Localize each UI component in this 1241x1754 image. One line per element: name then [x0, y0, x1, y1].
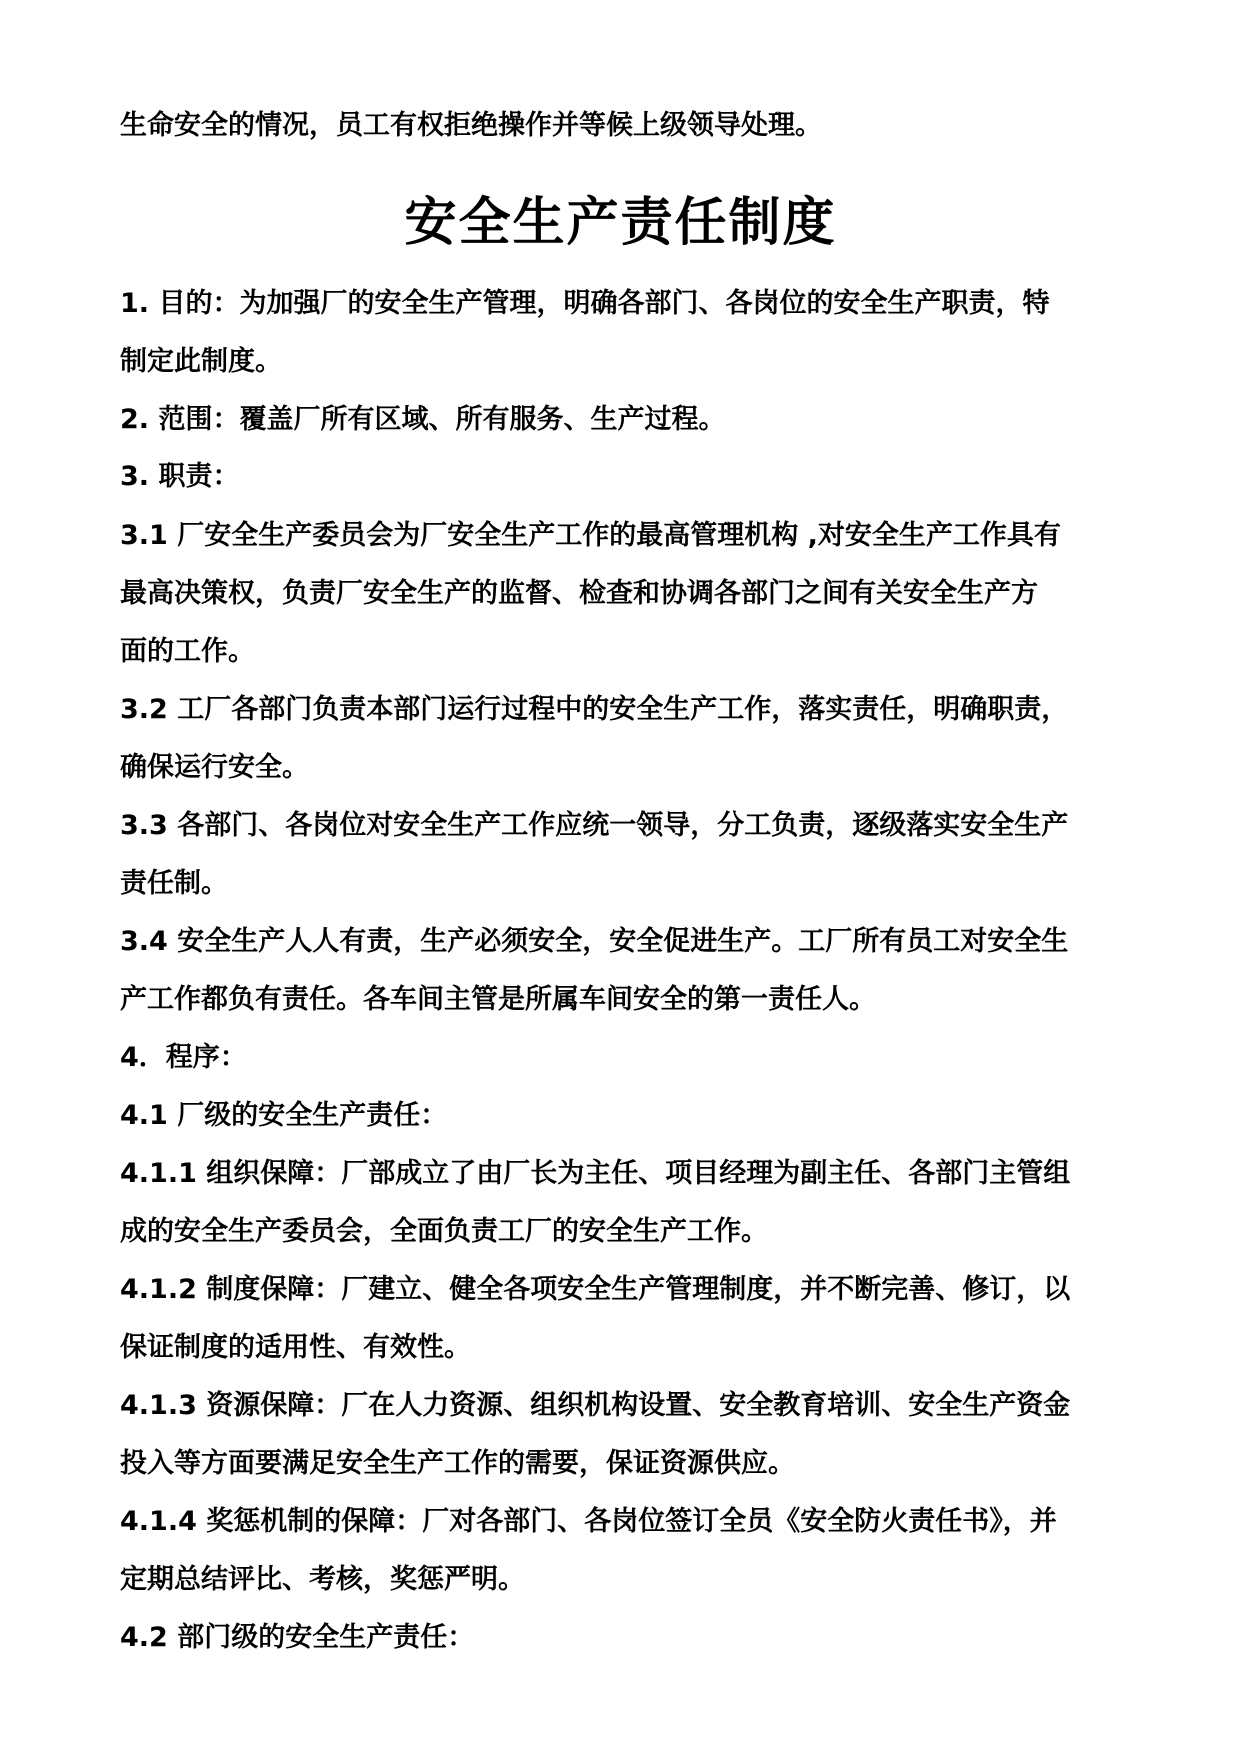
- paragraph-line: 4.2 部门级的安全生产责任：: [120, 1622, 475, 1653]
- paragraph-line: 最高决策权，负责厂安全生产的监督、检查和协调各部门之间有关安全生产方: [120, 578, 1038, 609]
- paragraph-line: 4.1.4 奖惩机制的保障：厂对各部门、各岗位签订全员《安全防火责任书》，并: [120, 1506, 1057, 1537]
- paragraph-line: 4.1.3 资源保障：厂在人力资源、组织机构设置、安全教育培训、安全生产资金: [120, 1390, 1071, 1421]
- paragraph-line: 产工作都负有责任。各车间主管是所属车间安全的第一责任人。: [120, 984, 876, 1015]
- paragraph-line: 责任制。: [120, 868, 228, 899]
- paragraph-line: 成的安全生产委员会，全面负责工厂的安全生产工作。: [120, 1216, 768, 1247]
- paragraph-line: 确保运行安全。: [120, 752, 309, 783]
- paragraph-line: 3.3 各部门、各岗位对安全生产工作应统一领导，分工负责，逐级落实安全生产: [120, 810, 1069, 841]
- paragraph-line: 4.1.1 组织保障：厂部成立了由厂长为主任、项目经理为副主任、各部门主管组: [120, 1158, 1071, 1189]
- document-title: 安全生产责任制度: [404, 193, 837, 253]
- paragraph-line: 3. 职责：: [120, 461, 240, 492]
- paragraph-line: 1. 目的：为加强厂的安全生产管理，明确各部门、各岗位的安全生产职责，特: [120, 288, 1050, 319]
- paragraph-line: 2. 范围：覆盖厂所有区域、所有服务、生产过程。: [120, 404, 726, 435]
- paragraph-line: 面的工作。: [120, 636, 255, 667]
- paragraph-line: 制定此制度。: [120, 346, 282, 377]
- paragraph-line: 投入等方面要满足安全生产工作的需要，保证资源供应。: [120, 1448, 795, 1479]
- continuation-text: 生命安全的情况，员工有权拒绝操作并等候上级领导处理。: [120, 110, 822, 141]
- paragraph-line: 定期总结评比、考核，奖惩严明。: [120, 1564, 525, 1595]
- paragraph-line: 3.1 厂安全生产委员会为厂安全生产工作的最高管理机构 ,对安全生产工作具有: [120, 520, 1061, 551]
- paragraph-line: 4.1 厂级的安全生产责任：: [120, 1100, 448, 1131]
- paragraph-line: 保证制度的适用性、有效性。: [120, 1332, 471, 1363]
- paragraph-line: 4．程序：: [120, 1042, 247, 1073]
- paragraph-line: 3.2 工厂各部门负责本部门运行过程中的安全生产工作，落实责任，明确职责，: [120, 694, 1069, 725]
- paragraph-line: 4.1.2 制度保障：厂建立、健全各项安全生产管理制度，并不断完善、修订，以: [120, 1274, 1071, 1305]
- paragraph-line: 3.4 安全生产人人有责，生产必须安全，安全促进生产。工厂所有员工对安全生: [120, 926, 1069, 957]
